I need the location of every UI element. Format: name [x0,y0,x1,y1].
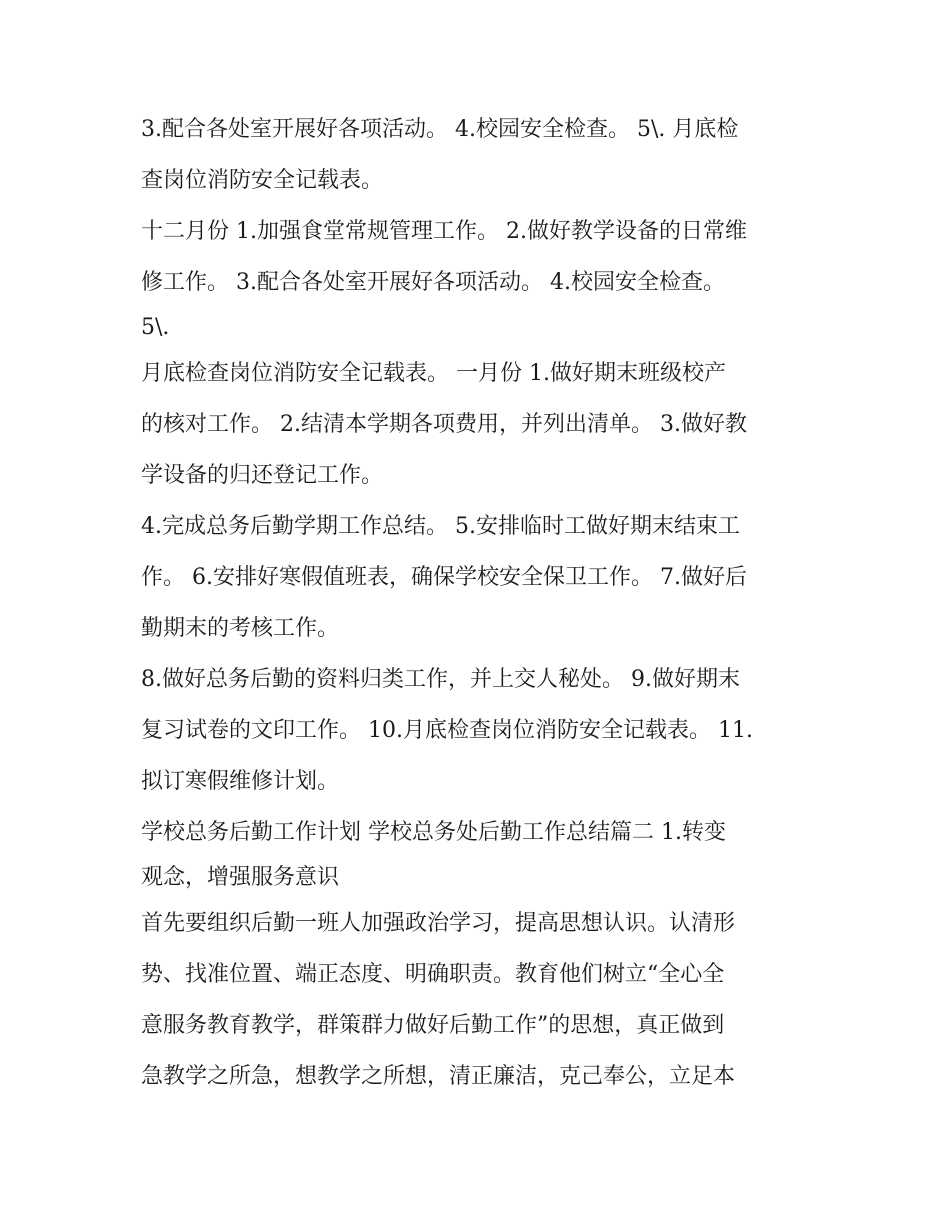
text-line: 8.做好总务后勤的资料归类工作，并上交人秘处。 9.做好期末 [141,667,740,692]
text-line: 作。 6.安排好寒假值班表，确保学校安全保卫工作。 7.做好后 [141,565,747,590]
text-line: 势、找准位置、端正态度、明确职责。教育他们树立“全心全 [141,962,725,987]
text-line: 急教学之所急，想教学之所想，清正廉洁，克己奉公，立足本 [141,1064,736,1089]
text-line: 查岗位消防安全记载表。 [141,168,384,193]
text-line: 观念，增强服务意识 [141,865,340,890]
text-line: 的核对工作。 2.结清本学期各项费用，并列出清单。 3.做好教 [141,412,747,437]
document-body [141,104,821,1102]
text-line: 十二月份 1.加强食堂常规管理工作。 2.做好教学设备的日常维 [141,219,747,244]
text-line: 5\. [141,315,170,340]
text-line: 复习试卷的文印工作。 10.月底检查岗位消防安全记载表。 11. [141,718,753,743]
text-line: 拟订寒假维修计划。 [141,769,340,794]
text-line: 学校总务后勤工作计划 学校总务处后勤工作总结篇二 1.转变 [141,820,726,845]
text-line: 勤期末的考核工作。 [141,616,340,641]
text-line: 学设备的归还登记工作。 [141,463,384,488]
text-line: 首先要组织后勤一班人加强政治学习，提高思想认识。认清形 [141,911,736,936]
text-line: 3.配合各处室开展好各项活动。 4.校园安全检查。 5\. 月底检 [141,117,739,142]
text-line: 4.完成总务后勤学期工作总结。 5.安排临时工做好期末结束工 [141,514,740,539]
text-line: 月底检查岗位消防安全记载表。 一月份 1.做好期末班级校产 [141,361,726,386]
text-line: 修工作。 3.配合各处室开展好各项活动。 4.校园安全检查。 [141,270,725,295]
text-line: 意服务教育教学，群策群力做好后勤工作”的思想，真正做到 [141,1013,725,1038]
